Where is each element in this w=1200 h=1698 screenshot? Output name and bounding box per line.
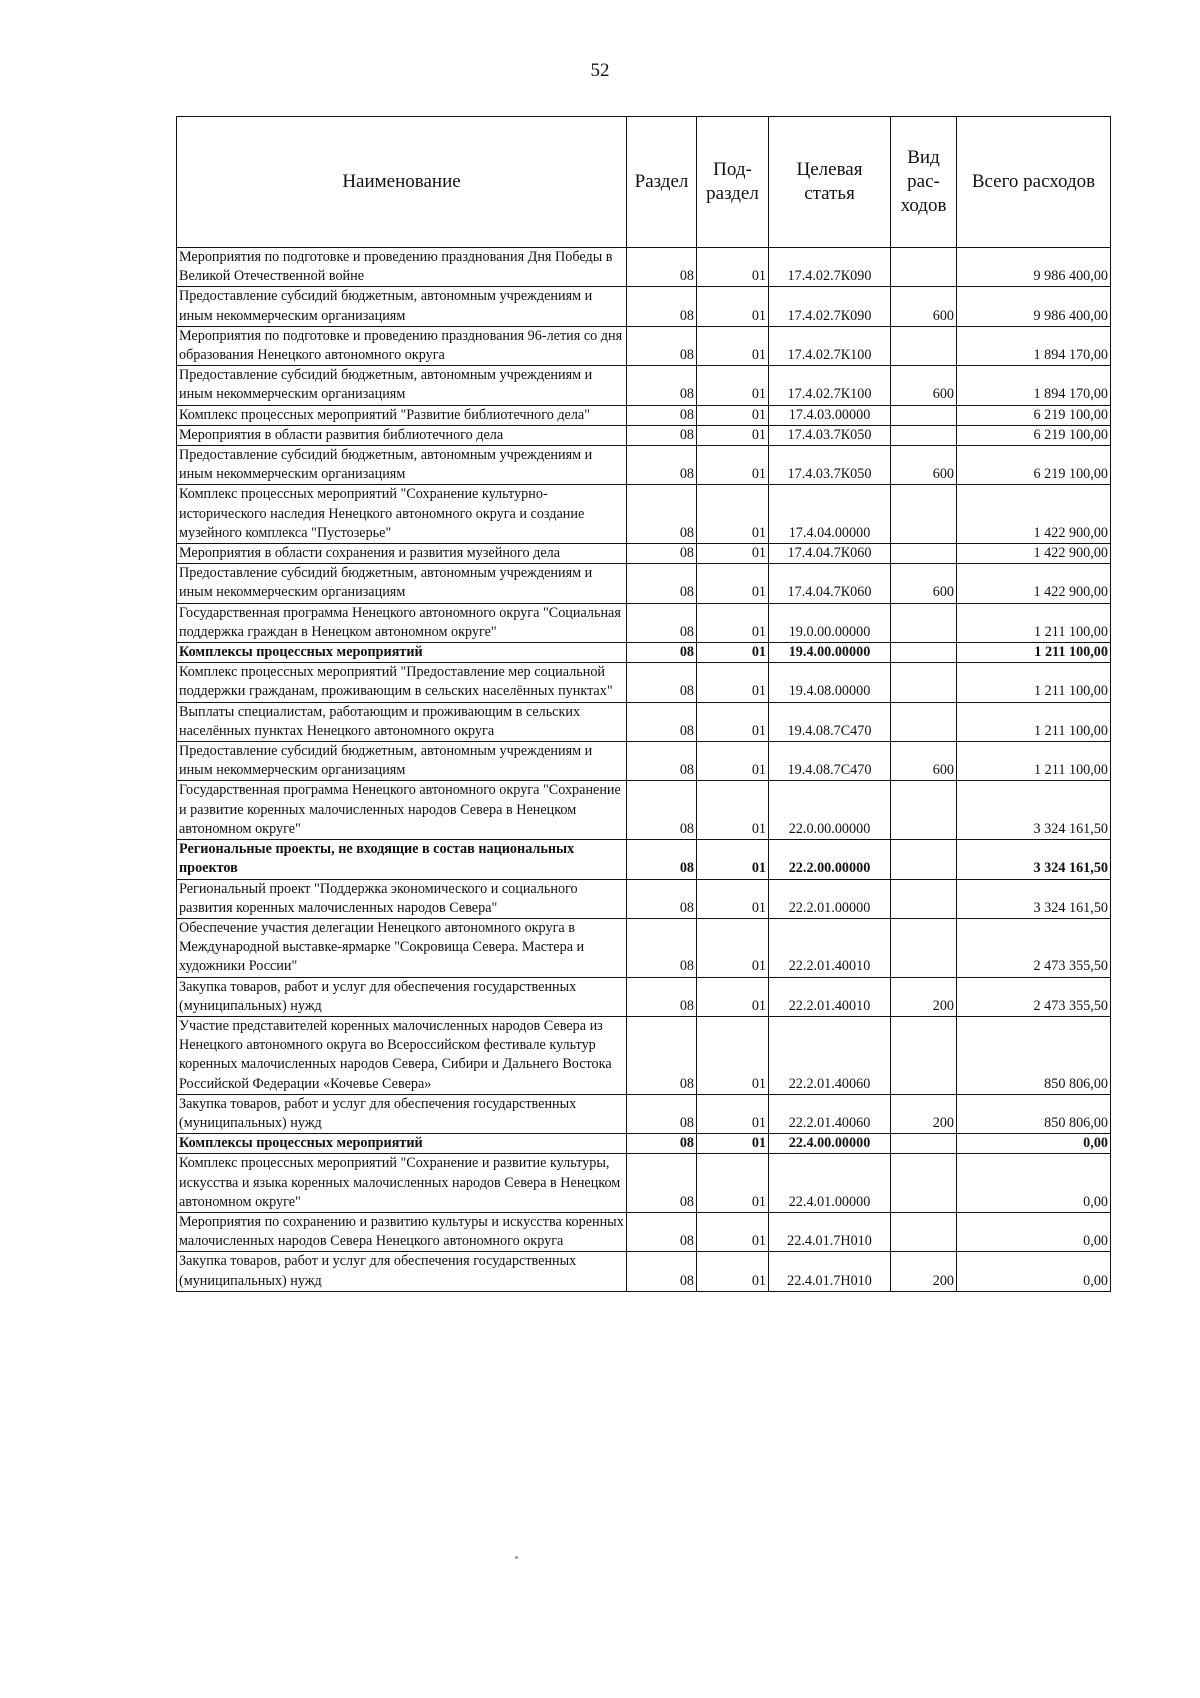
header-vid: Вид рас- ходов bbox=[891, 117, 957, 248]
row-podrazdel: 01 bbox=[697, 977, 769, 1016]
row-target-code: 17.4.04.00000 bbox=[769, 485, 891, 544]
row-podrazdel: 01 bbox=[697, 1212, 769, 1251]
row-razdel: 08 bbox=[627, 643, 697, 663]
row-podrazdel: 01 bbox=[697, 879, 769, 918]
row-vid: 600 bbox=[891, 446, 957, 485]
row-target-code: 22.4.01.00000 bbox=[769, 1154, 891, 1213]
table-row bbox=[177, 702, 1111, 741]
table-row bbox=[177, 248, 1111, 287]
row-podrazdel: 01 bbox=[697, 1252, 769, 1291]
row-vid bbox=[891, 1154, 957, 1213]
row-target-code: 17.4.02.7К100 bbox=[769, 366, 891, 405]
row-podrazdel: 01 bbox=[697, 1154, 769, 1213]
row-vid bbox=[891, 1134, 957, 1154]
row-vid: 200 bbox=[891, 1094, 957, 1133]
row-vid bbox=[891, 326, 957, 365]
row-total: 1 422 900,00 bbox=[957, 564, 1111, 603]
row-podrazdel: 01 bbox=[697, 405, 769, 425]
row-podrazdel: 01 bbox=[697, 840, 769, 879]
row-total: 1 211 100,00 bbox=[957, 742, 1111, 781]
table-row bbox=[177, 1016, 1111, 1094]
table-row bbox=[177, 366, 1111, 405]
row-total: 0,00 bbox=[957, 1134, 1111, 1154]
row-target-code: 19.4.08.00000 bbox=[769, 663, 891, 702]
row-vid bbox=[891, 1212, 957, 1251]
row-vid bbox=[891, 425, 957, 445]
table-row bbox=[177, 544, 1111, 564]
row-razdel: 08 bbox=[627, 840, 697, 879]
row-vid bbox=[891, 405, 957, 425]
row-total: 1 211 100,00 bbox=[957, 643, 1111, 663]
row-total: 3 324 161,50 bbox=[957, 879, 1111, 918]
row-target-code: 22.4.01.7Н010 bbox=[769, 1252, 891, 1291]
header-total: Всего расходов bbox=[957, 117, 1111, 248]
row-total: 6 219 100,00 bbox=[957, 405, 1111, 425]
row-podrazdel: 01 bbox=[697, 1094, 769, 1133]
scan-speck bbox=[515, 1556, 518, 1559]
table-row bbox=[177, 1154, 1111, 1213]
table-row bbox=[177, 781, 1111, 840]
table-row bbox=[177, 663, 1111, 702]
row-vid: 200 bbox=[891, 977, 957, 1016]
row-razdel: 08 bbox=[627, 544, 697, 564]
table-row bbox=[177, 603, 1111, 642]
row-target-code: 22.0.00.00000 bbox=[769, 781, 891, 840]
row-target-code: 17.4.02.7К100 bbox=[769, 326, 891, 365]
row-razdel: 08 bbox=[627, 564, 697, 603]
row-total: 0,00 bbox=[957, 1154, 1111, 1213]
row-vid bbox=[891, 781, 957, 840]
row-name: Региональные проекты, не входящие в состав национальных проектов bbox=[177, 840, 627, 879]
row-podrazdel: 01 bbox=[697, 248, 769, 287]
row-name: Мероприятия по сохранению и развитию культуры и искусства коренных малочисленных народов Севера Ненецкого автономного округа bbox=[177, 1212, 627, 1251]
row-total: 0,00 bbox=[957, 1212, 1111, 1251]
row-name: Региональный проект "Поддержка экономического и социального развития коренных малочисленных народов Севера" bbox=[177, 879, 627, 918]
row-target-code: 22.2.00.00000 bbox=[769, 840, 891, 879]
row-total: 6 219 100,00 bbox=[957, 425, 1111, 445]
row-podrazdel: 01 bbox=[697, 781, 769, 840]
table-row bbox=[177, 643, 1111, 663]
row-vid bbox=[891, 918, 957, 977]
row-podrazdel: 01 bbox=[697, 564, 769, 603]
row-podrazdel: 01 bbox=[697, 287, 769, 326]
table-row bbox=[177, 1094, 1111, 1133]
row-vid: 600 bbox=[891, 564, 957, 603]
row-total: 1 894 170,00 bbox=[957, 326, 1111, 365]
row-razdel: 08 bbox=[627, 702, 697, 741]
row-vid bbox=[891, 544, 957, 564]
row-podrazdel: 01 bbox=[697, 544, 769, 564]
row-target-code: 17.4.03.7К050 bbox=[769, 446, 891, 485]
row-podrazdel: 01 bbox=[697, 425, 769, 445]
row-name: Закупка товаров, работ и услуг для обеспечения государственных (муниципальных) нужд bbox=[177, 1094, 627, 1133]
row-target-code: 19.4.08.7С470 bbox=[769, 702, 891, 741]
row-podrazdel: 01 bbox=[697, 918, 769, 977]
table-row bbox=[177, 742, 1111, 781]
row-vid bbox=[891, 485, 957, 544]
table-row bbox=[177, 1212, 1111, 1251]
row-podrazdel: 01 bbox=[697, 1016, 769, 1094]
row-podrazdel: 01 bbox=[697, 702, 769, 741]
table-row bbox=[177, 1134, 1111, 1154]
row-total: 3 324 161,50 bbox=[957, 840, 1111, 879]
table-row bbox=[177, 918, 1111, 977]
row-name: Комплекс процессных мероприятий "Развитие библиотечного дела" bbox=[177, 405, 627, 425]
row-name: Комплекс процессных мероприятий "Сохранение и развитие культуры, искусства и языка коренных малочисленных народов Севера в Ненецком автономном округе" bbox=[177, 1154, 627, 1213]
table-row bbox=[177, 977, 1111, 1016]
row-vid: 600 bbox=[891, 742, 957, 781]
budget-table bbox=[176, 116, 1111, 1292]
row-total: 1 211 100,00 bbox=[957, 603, 1111, 642]
row-total: 0,00 bbox=[957, 1252, 1111, 1291]
table-row bbox=[177, 405, 1111, 425]
row-target-code: 22.2.01.40060 bbox=[769, 1016, 891, 1094]
row-name: Участие представителей коренных малочисленных народов Севера из Ненецкого автономного округа во Всероссийском фестивале культур коренных малочисленных народов Севера, Сибири и Дальнего Востока Российской Федерации «Кочевье Севера» bbox=[177, 1016, 627, 1094]
row-razdel: 08 bbox=[627, 1016, 697, 1094]
table-body bbox=[177, 248, 1111, 1292]
row-razdel: 08 bbox=[627, 446, 697, 485]
row-razdel: 08 bbox=[627, 425, 697, 445]
row-vid bbox=[891, 248, 957, 287]
row-name: Государственная программа Ненецкого автономного округа "Сохранение и развитие коренных малочисленных народов Севера в Ненецком автономном округе" bbox=[177, 781, 627, 840]
header-razdel: Раздел bbox=[627, 117, 697, 248]
row-name: Комплексы процессных мероприятий bbox=[177, 643, 627, 663]
row-total: 1 894 170,00 bbox=[957, 366, 1111, 405]
row-total: 9 986 400,00 bbox=[957, 248, 1111, 287]
row-razdel: 08 bbox=[627, 742, 697, 781]
row-target-code: 22.2.01.40010 bbox=[769, 977, 891, 1016]
row-total: 9 986 400,00 bbox=[957, 287, 1111, 326]
row-name: Обеспечение участия делегации Ненецкого автономного округа в Международной выставке-ярмарке "Сокровища Севера. Мастера и художники России" bbox=[177, 918, 627, 977]
row-razdel: 08 bbox=[627, 603, 697, 642]
row-target-code: 19.4.08.7С470 bbox=[769, 742, 891, 781]
row-target-code: 17.4.03.7К050 bbox=[769, 425, 891, 445]
row-target-code: 17.4.04.7К060 bbox=[769, 564, 891, 603]
row-razdel: 08 bbox=[627, 485, 697, 544]
row-target-code: 19.0.00.00000 bbox=[769, 603, 891, 642]
row-razdel: 08 bbox=[627, 1212, 697, 1251]
row-podrazdel: 01 bbox=[697, 663, 769, 702]
row-vid bbox=[891, 643, 957, 663]
table-row bbox=[177, 326, 1111, 365]
table-row bbox=[177, 1252, 1111, 1291]
row-target-code: 17.4.02.7К090 bbox=[769, 248, 891, 287]
row-razdel: 08 bbox=[627, 326, 697, 365]
row-total: 1 422 900,00 bbox=[957, 485, 1111, 544]
row-name: Предоставление субсидий бюджетным, автономным учреждениям и иным некоммерческим организациям bbox=[177, 564, 627, 603]
row-razdel: 08 bbox=[627, 1094, 697, 1133]
row-target-code: 22.4.01.7Н010 bbox=[769, 1212, 891, 1251]
row-name: Мероприятия по подготовке и проведению празднования 96-летия со дня образования Ненецкого автономного округа bbox=[177, 326, 627, 365]
table-row bbox=[177, 425, 1111, 445]
row-target-code: 17.4.04.7К060 bbox=[769, 544, 891, 564]
row-razdel: 08 bbox=[627, 366, 697, 405]
row-razdel: 08 bbox=[627, 248, 697, 287]
row-total: 2 473 355,50 bbox=[957, 977, 1111, 1016]
row-razdel: 08 bbox=[627, 1154, 697, 1213]
table-row bbox=[177, 840, 1111, 879]
table-row bbox=[177, 564, 1111, 603]
row-name: Комплекс процессных мероприятий "Предоставление мер социальной поддержки гражданам, проживающим в сельских населённых пунктах" bbox=[177, 663, 627, 702]
row-total: 1 211 100,00 bbox=[957, 702, 1111, 741]
row-razdel: 08 bbox=[627, 663, 697, 702]
row-podrazdel: 01 bbox=[697, 485, 769, 544]
row-vid bbox=[891, 840, 957, 879]
table-row bbox=[177, 446, 1111, 485]
row-razdel: 08 bbox=[627, 781, 697, 840]
row-name: Выплаты специалистам, работающим и проживающим в сельских населённых пунктах Ненецкого автономного округа bbox=[177, 702, 627, 741]
row-vid bbox=[891, 702, 957, 741]
row-vid: 600 bbox=[891, 366, 957, 405]
page-number: 52 bbox=[590, 60, 610, 81]
row-razdel: 08 bbox=[627, 287, 697, 326]
row-podrazdel: 01 bbox=[697, 326, 769, 365]
row-total: 3 324 161,50 bbox=[957, 781, 1111, 840]
row-razdel: 08 bbox=[627, 879, 697, 918]
row-name: Комплекс процессных мероприятий "Сохранение культурно-исторического наследия Ненецкого автономного округа и создание музейного комплекса "Пустозерье" bbox=[177, 485, 627, 544]
row-name: Предоставление субсидий бюджетным, автономным учреждениям и иным некоммерческим организациям bbox=[177, 446, 627, 485]
row-podrazdel: 01 bbox=[697, 603, 769, 642]
row-podrazdel: 01 bbox=[697, 643, 769, 663]
row-razdel: 08 bbox=[627, 918, 697, 977]
table-row bbox=[177, 879, 1111, 918]
row-podrazdel: 01 bbox=[697, 366, 769, 405]
row-total: 850 806,00 bbox=[957, 1016, 1111, 1094]
row-vid bbox=[891, 879, 957, 918]
row-vid: 200 bbox=[891, 1252, 957, 1291]
row-name: Государственная программа Ненецкого автономного округа "Социальная поддержка граждан в Ненецком автономном округе" bbox=[177, 603, 627, 642]
row-razdel: 08 bbox=[627, 1134, 697, 1154]
row-target-code: 22.2.01.40010 bbox=[769, 918, 891, 977]
row-podrazdel: 01 bbox=[697, 446, 769, 485]
row-name: Предоставление субсидий бюджетным, автономным учреждениям и иным некоммерческим организациям bbox=[177, 366, 627, 405]
row-name: Мероприятия в области развития библиотечного дела bbox=[177, 425, 627, 445]
row-vid bbox=[891, 1016, 957, 1094]
table-header-row bbox=[177, 117, 1111, 248]
row-razdel: 08 bbox=[627, 405, 697, 425]
table-row bbox=[177, 287, 1111, 326]
row-target-code: 22.2.01.40060 bbox=[769, 1094, 891, 1133]
row-target-code: 19.4.00.00000 bbox=[769, 643, 891, 663]
row-razdel: 08 bbox=[627, 977, 697, 1016]
row-total: 2 473 355,50 bbox=[957, 918, 1111, 977]
row-podrazdel: 01 bbox=[697, 742, 769, 781]
row-total: 1 422 900,00 bbox=[957, 544, 1111, 564]
row-razdel: 08 bbox=[627, 1252, 697, 1291]
row-podrazdel: 01 bbox=[697, 1134, 769, 1154]
row-name: Закупка товаров, работ и услуг для обеспечения государственных (муниципальных) нужд bbox=[177, 977, 627, 1016]
row-name: Предоставление субсидий бюджетным, автономным учреждениям и иным некоммерческим организациям bbox=[177, 287, 627, 326]
row-vid bbox=[891, 603, 957, 642]
row-target-code: 17.4.02.7К090 bbox=[769, 287, 891, 326]
row-name: Мероприятия в области сохранения и развития музейного дела bbox=[177, 544, 627, 564]
row-target-code: 17.4.03.00000 bbox=[769, 405, 891, 425]
header-name: Наименование bbox=[177, 117, 627, 248]
row-total: 1 211 100,00 bbox=[957, 663, 1111, 702]
row-vid bbox=[891, 663, 957, 702]
row-target-code: 22.4.00.00000 bbox=[769, 1134, 891, 1154]
header-target: Целевая статья bbox=[769, 117, 891, 248]
row-vid: 600 bbox=[891, 287, 957, 326]
row-target-code: 22.2.01.00000 bbox=[769, 879, 891, 918]
row-name: Закупка товаров, работ и услуг для обеспечения государственных (муниципальных) нужд bbox=[177, 1252, 627, 1291]
row-name: Комплексы процессных мероприятий bbox=[177, 1134, 627, 1154]
row-name: Мероприятия по подготовке и проведению празднования Дня Победы в Великой Отечественной войне bbox=[177, 248, 627, 287]
row-total: 850 806,00 bbox=[957, 1094, 1111, 1133]
table-row bbox=[177, 485, 1111, 544]
row-total: 6 219 100,00 bbox=[957, 446, 1111, 485]
header-podrazdel: Под- раздел bbox=[697, 117, 769, 248]
row-name: Предоставление субсидий бюджетным, автономным учреждениям и иным некоммерческим организациям bbox=[177, 742, 627, 781]
